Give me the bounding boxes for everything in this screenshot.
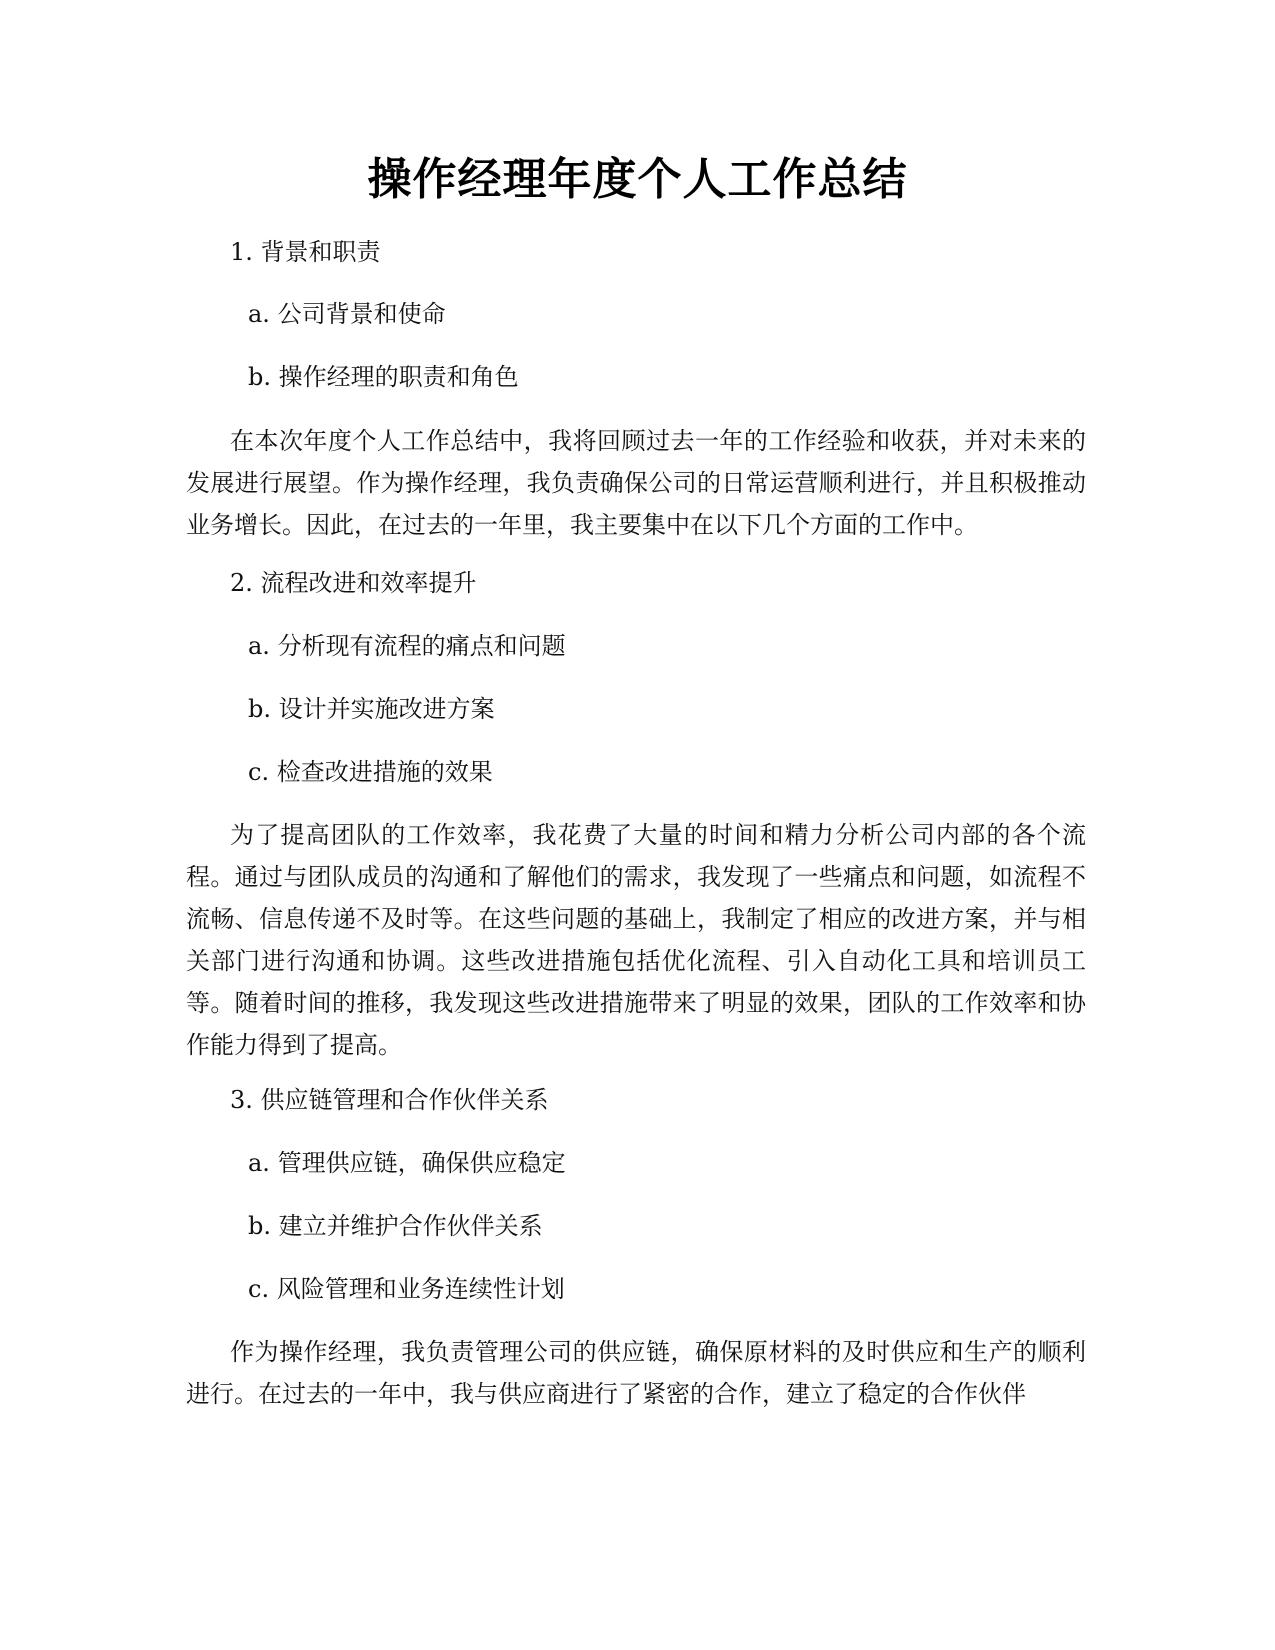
section-paragraph-1: 在本次年度个人工作总结中，我将回顾过去一年的工作经验和收获，并对未来的发展进行展望。作为操作经理，我负责确保公司的日常运营顺利进行，并且积极推动业务增长。因此，在过去的一年里，我主要集中在以下几个方面的工作中。 — [186, 427, 1086, 539]
list-item: a. 公司背景和使命 — [248, 300, 446, 328]
document-title: 操作经理年度个人工作总结 — [367, 154, 908, 205]
list-item: b. 操作经理的职责和角色 — [248, 363, 519, 391]
list-item: b. 设计并实施改进方案 — [248, 695, 495, 723]
section-heading-3: 3. 供应链管理和合作伙伴关系 — [230, 1086, 549, 1114]
list-item: c. 检查改进措施的效果 — [248, 758, 493, 786]
section-heading-2: 2. 流程改进和效率提升 — [230, 569, 477, 597]
section-heading-1: 1. 背景和职责 — [230, 238, 381, 266]
list-item: b. 建立并维护合作伙伴关系 — [248, 1212, 543, 1240]
list-item: a. 分析现有流程的痛点和问题 — [248, 632, 566, 660]
section-paragraph-2: 为了提高团队的工作效率，我花费了大量的时间和精力分析公司内部的各个流程。通过与团队成员的沟通和了解他们的需求，我发现了一些痛点和问题，如流程不流畅、信息传递不及时等。在这些问题的基础上，我制定了相应的改进方案，并与相关部门进行沟通和协调。这些改进措施包括优化流程、引入自动化工具和培训员工等。随着时间的推移，我发现这些改进措施带来了明显的效果，团队的工作效率和协作能力得到了提高。 — [186, 821, 1086, 1059]
list-item: a. 管理供应链，确保供应稳定 — [248, 1149, 566, 1177]
section-paragraph-3: 作为操作经理，我负责管理公司的供应链，确保原材料的及时供应和生产的顺利进行。在过去的一年中，我与供应商进行了紧密的合作，建立了稳定的合作伙伴 — [186, 1338, 1086, 1408]
list-item: c. 风险管理和业务连续性计划 — [248, 1275, 565, 1303]
